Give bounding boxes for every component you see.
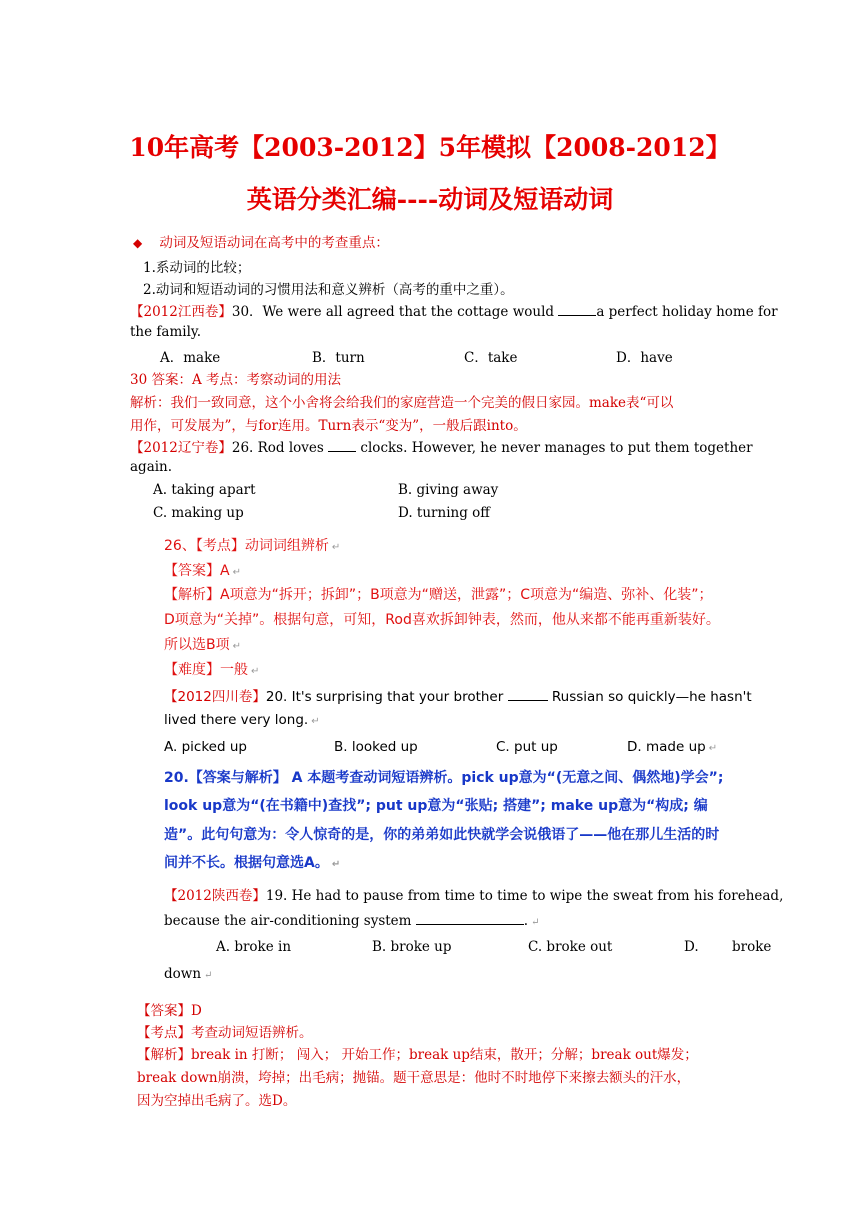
q20-analysis-3: 造”。此句句意为：令人惊奇的是，你的弟弟如此快就学会说俄语了——他在那儿生活的时 [164, 827, 720, 843]
q30-stem-line2: the family. [130, 324, 202, 340]
q26-option-a: A. taking apart [153, 482, 256, 498]
page-subtitle: 英语分类汇编----动词及短语动词 [246, 185, 614, 214]
q20-analysis-4: 间并不长。根据句意选A。 ↵ [164, 855, 341, 871]
q19-blank [416, 912, 524, 925]
paragraph-mark-icon: ↵ [251, 666, 260, 677]
q20-stem-line2: lived there very long. ↵ [164, 712, 320, 728]
q19-stem-line2 [164, 912, 539, 929]
q26-stem [130, 436, 753, 456]
q19-option-d-text: broke [732, 939, 772, 955]
q20-stem [164, 685, 752, 705]
q26-option-d: D. turning off [398, 505, 490, 521]
q20-analysis-2: look up意为“(在书籍中)查找”; put up意为“张贴; 搭建”; make up意为“构成; 编 [164, 798, 708, 814]
q26-analysis-1: 【解析】A项意为“拆开；拆卸”；B项意为“赠送，泄露”；C项意为“编造、弥补、化装”； [164, 587, 713, 603]
q26-option-c: C. making up [153, 505, 244, 521]
paragraph-mark-icon: ↵ [531, 917, 540, 928]
q26-stem-text: 26. Rod loves [231, 440, 329, 456]
paragraph-mark-icon: ↵ [708, 743, 718, 754]
q30-stem-text-2: a perfect holiday home for [596, 304, 778, 320]
q19-kaodian: 【考点】考查动词短语辨析。 [137, 1025, 313, 1041]
q30-source: 【2012江西卷】 [130, 304, 232, 320]
q19-answer-full: 【答案】D [137, 999, 202, 1019]
q30-stem [130, 300, 778, 320]
q20-option-c: C. put up [496, 739, 558, 755]
intro-heading-line [133, 231, 389, 251]
q26-blank [328, 439, 356, 452]
page-title: 10年高考【2003-2012】5年模拟【2008-2012】 [129, 133, 731, 162]
q26-kaodian: 26、【考点】动词词组辨析 ↵ [164, 538, 341, 554]
q30-stem-text: 30．We were all agreed that the cottage would [231, 304, 559, 320]
q20-option-a: A. picked up [164, 739, 247, 755]
intro-point-2: 2.动词和短语动词的习惯用法和意义辨析（高考的重中之重）。 [143, 282, 514, 298]
q30-blank [558, 303, 596, 316]
q26-option-b: B. giving away [398, 482, 499, 498]
q19-analysis-2: break down崩溃，垮掉；出毛病；抛锚。题干意思是：他时不时地停下来擦去额头的汗水， [137, 1070, 691, 1086]
q30-analysis-2: 用作，可发展为”，与for连用。Turn表示“变为”，一般后跟into。 [130, 418, 527, 434]
intro-point-1: 1.系动词的比较； [143, 260, 251, 276]
q19-option-d-wrap: down ↵ [164, 966, 213, 982]
q20-blank [508, 688, 548, 701]
q20-stem-text: 20. It's surprising that your brother [265, 689, 508, 705]
paragraph-mark-icon: ↵ [232, 641, 241, 652]
q19-option-c: C. broke out [528, 939, 613, 955]
q19-stem-text-2: because the air-conditioning system [164, 913, 416, 929]
q20-analysis-1: 20.【答案与解析】 A 本题考查动词短语辨析。pick up意为“(无意之间、偶然地)学会”; [164, 770, 724, 786]
paragraph-mark-icon: ↵ [331, 542, 341, 553]
q30-option-b: B．turn [312, 350, 365, 366]
q26-analysis-2: D项意为“关掉”。根据句意，可知，Rod喜欢拆卸钟表，然而，他从来都不能再重新装好。 [164, 612, 720, 628]
q19-option-b: B. broke up [372, 939, 452, 955]
q30-option-d: D．have [616, 350, 673, 366]
q19-analysis-3: 因为空掉出毛病了。选D。 [137, 1093, 297, 1109]
q19-source: 【2012陕西卷】 [164, 888, 266, 904]
paragraph-mark-icon: ↵ [204, 970, 213, 981]
q26-analysis-3: 所以选B项 ↵ [164, 637, 241, 653]
paragraph-mark-icon: ↵ [331, 859, 341, 870]
q26-stem-text-2: clocks. However, he never manages to put them together [356, 440, 753, 456]
paragraph-mark-icon: ↵ [311, 716, 320, 727]
q19-stem-text: 19. He had to pause from time to time to wipe the sweat from his forehead, [265, 888, 784, 904]
q20-option-b: B. looked up [334, 739, 418, 755]
q26-source: 【2012辽宁卷】 [130, 440, 232, 456]
q30-answer: 30 答案：A 考点：考察动词的用法 [130, 372, 342, 388]
q20-stem-text-2: Russian so quickly—he hasn't [547, 689, 752, 705]
q19-stem-text-3: . [523, 913, 529, 929]
q19-analysis-1: 【解析】break in 打断； 闯入； 开始工作；break up结束，散开；分解；break out爆发； [137, 1047, 698, 1063]
q26-difficulty: 【难度】一般 ↵ [164, 662, 260, 678]
q30-analysis-1: 解析：我们一致同意，这个小舍将会给我们的家庭营造一个完美的假日家园。make表“可以 [130, 395, 674, 411]
q19-option-d: D. [684, 939, 699, 955]
q30-option-a: A．make [160, 350, 221, 366]
diamond-bullet-icon: ◆ [133, 236, 143, 250]
q20-option-d: D. made up ↵ [627, 739, 718, 755]
intro-heading: 动词及短语动词在高考中的考查重点： [159, 235, 389, 251]
q26-answer: 【答案】A ↵ [164, 563, 241, 579]
q20-source: 【2012四川卷】 [164, 689, 266, 705]
q30-option-c: C．take [464, 350, 518, 366]
q19-option-a: A. broke in [216, 939, 292, 955]
q26-stem-line2: again. [130, 459, 173, 475]
q19-stem [164, 884, 783, 904]
paragraph-mark-icon: ↵ [232, 567, 241, 578]
